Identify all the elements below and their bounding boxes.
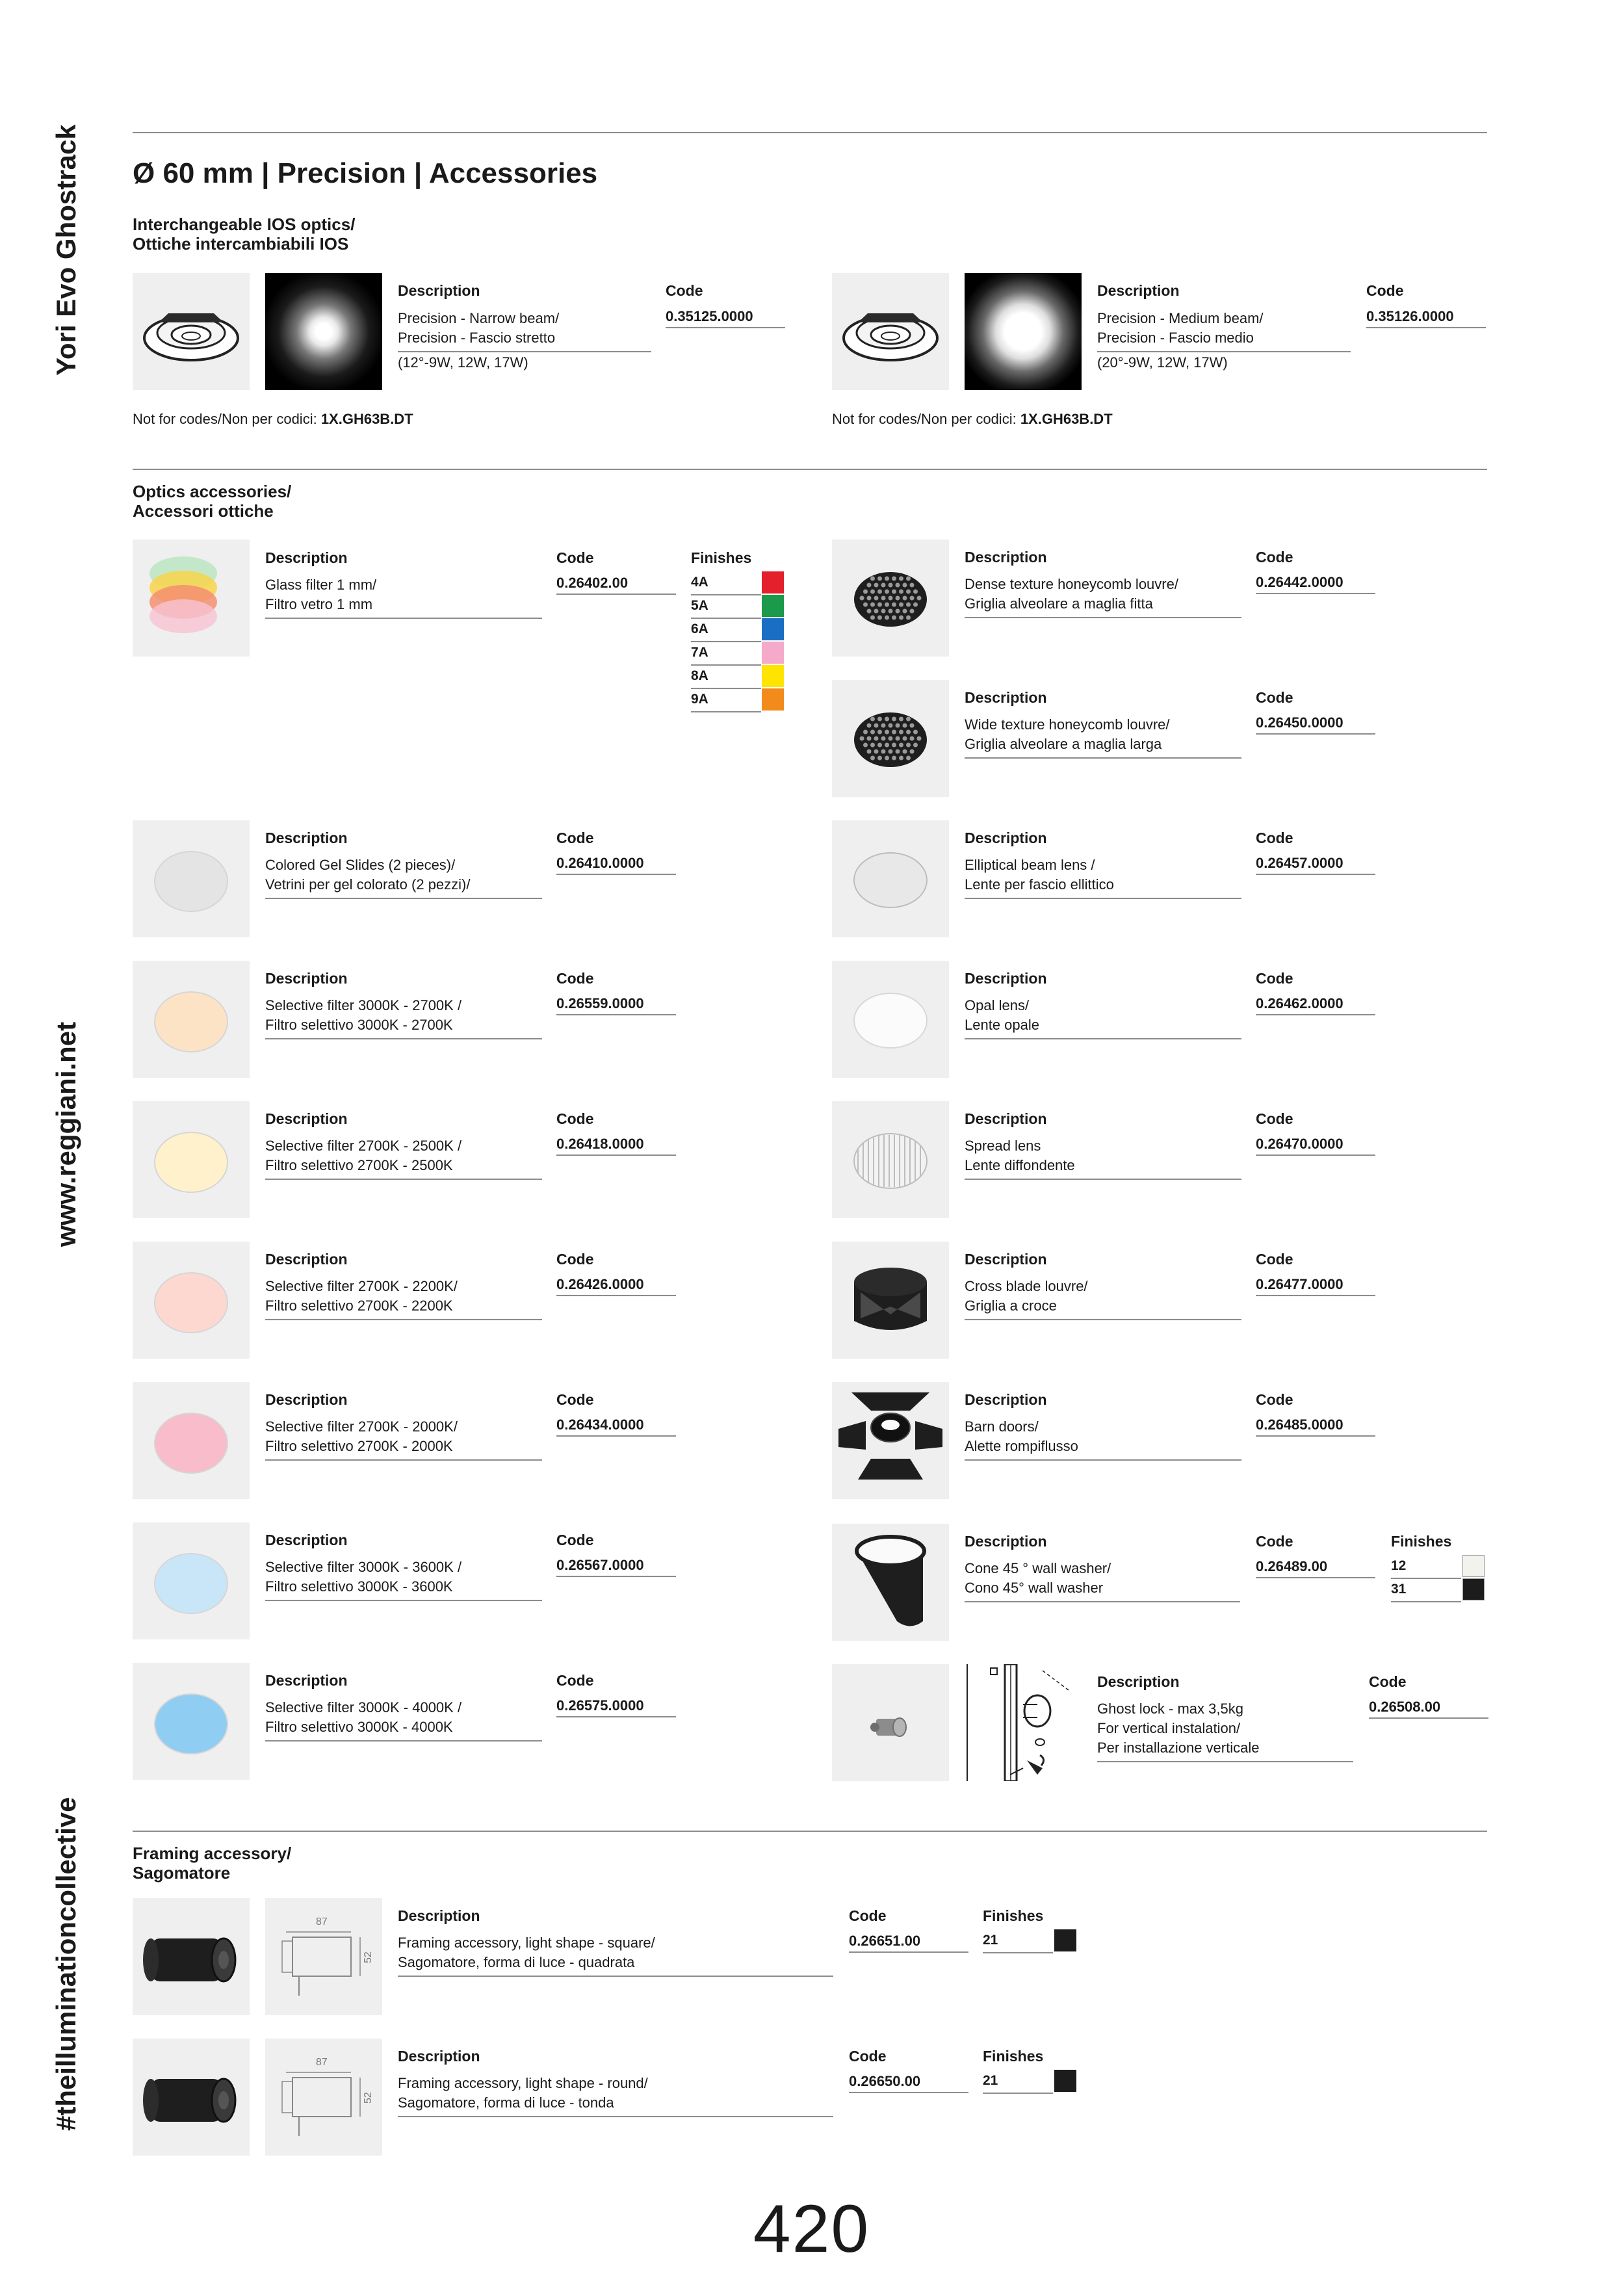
optic-module-icon [832, 273, 949, 390]
label-code: Code [556, 549, 594, 566]
label-description: Description [965, 1533, 1047, 1550]
filter-disc-icon [133, 1522, 250, 1639]
item-line1: Spread lens [965, 1138, 1041, 1154]
ghostlock-image [832, 1664, 949, 1781]
filter-disc-icon [133, 961, 250, 1078]
item-line2: Filtro selettivo 3000K - 3600K [265, 1578, 453, 1595]
ios-item-line2: Precision - Fascio medio [1097, 330, 1254, 346]
item-code: 0.26575.0000 [556, 1697, 644, 1714]
ios-section-title [133, 215, 355, 254]
accessory-image [832, 1382, 949, 1499]
item-line1: Selective filter 3000K - 4000K / [265, 1699, 462, 1715]
cone-line2: Cono 45° wall washer [965, 1580, 1104, 1596]
dimension-height: 52 [363, 1951, 374, 1963]
framing-accessory-icon [133, 1898, 250, 2015]
item-line1: Cross blade louvre/ [965, 1278, 1088, 1294]
label-description: Description [1097, 282, 1180, 299]
underline [1256, 733, 1375, 735]
underline [265, 1600, 542, 1601]
label-description: Description [265, 1672, 348, 1689]
item-line1: Dense texture honeycomb louvre/ [965, 576, 1178, 592]
finish-code: 12 [1391, 1558, 1407, 1573]
underline [1256, 874, 1375, 875]
finish-code: 21 [983, 1933, 998, 1948]
opal-lens-icon [832, 961, 949, 1078]
underline [965, 1459, 1241, 1461]
label-code: Code [556, 970, 594, 987]
accessory-image [832, 540, 949, 657]
item-line2: Lente per fascio ellittico [965, 876, 1114, 893]
framing-section-title [133, 1844, 291, 1883]
framing-line1: Framing accessory, light shape - square/ [398, 1935, 655, 1951]
ios-item-line1: Precision - Narrow beam/ [398, 310, 560, 326]
label-finishes: Finishes [983, 1907, 1044, 1924]
underline [265, 1740, 542, 1742]
label-description: Description [965, 1391, 1047, 1408]
page-number: 420 [753, 2191, 870, 2267]
finish-swatch [762, 618, 784, 640]
optic-module-icon [133, 273, 250, 390]
beam-preview-narrow [265, 273, 382, 390]
optics-title-it: Accessori ottiche [133, 501, 274, 521]
section-divider [133, 1831, 1487, 1832]
filter-image [133, 1522, 250, 1639]
honeycomb-louvre-icon [832, 540, 949, 657]
item-line2: Griglia a croce [965, 1298, 1057, 1314]
accessory-image [832, 680, 949, 797]
label-description: Description [265, 1532, 348, 1548]
label-code: Code [666, 282, 703, 299]
note-code: 1X.GH63B.DT [320, 411, 413, 427]
underline [965, 898, 1241, 899]
filter-image [133, 1242, 250, 1359]
ios-item-line3: (20°-9W, 12W, 17W) [1097, 354, 1228, 371]
finish-swatch [1462, 1578, 1485, 1600]
label-code: Code [1366, 282, 1404, 299]
underline [1097, 1761, 1353, 1762]
finish-swatch [1462, 1555, 1485, 1577]
item-code: 0.26567.0000 [556, 1557, 644, 1573]
underline [983, 2093, 1053, 2094]
label-code: Code [849, 1907, 887, 1924]
underline [556, 1435, 676, 1437]
underline [965, 757, 1241, 759]
item-line1: Selective filter 2700K - 2000K/ [265, 1418, 458, 1435]
optics-section-title [133, 482, 291, 521]
framing-image [133, 1898, 250, 2015]
ios-item-code: 0.35125.0000 [666, 308, 753, 324]
label-description: Description [265, 549, 348, 566]
filter-image [133, 1101, 250, 1218]
underline [265, 1459, 542, 1461]
finish-swatch [762, 595, 784, 617]
item-code: 0.26418.0000 [556, 1136, 644, 1152]
label-code: Code [1256, 829, 1293, 846]
item-code: 0.26426.0000 [556, 1276, 644, 1292]
underline [1256, 1435, 1375, 1437]
item-line2: Griglia alveolare a maglia fitta [965, 595, 1153, 612]
item-code: 0.26442.0000 [1256, 574, 1344, 590]
underline [965, 1319, 1241, 1320]
item-line1: Opal lens/ [965, 997, 1030, 1013]
finish-swatch [1054, 2070, 1076, 2092]
framing-line1: Framing accessory, light shape - round/ [398, 2075, 648, 2091]
label-description: Description [265, 829, 348, 846]
label-description: Description [265, 1251, 348, 1268]
framing-accessory-icon [133, 2039, 250, 2156]
finish-code: 5A [691, 598, 708, 613]
cross-blade-louvre-icon [832, 1242, 949, 1359]
underline [556, 1716, 676, 1717]
underline [691, 688, 761, 689]
ghostlock-diagram [965, 1664, 1082, 1781]
item-line1: Colored Gel Slides (2 pieces)/ [265, 857, 456, 873]
cone-code: 0.26489.00 [1256, 1558, 1328, 1574]
item-line1: Wide texture honeycomb louvre/ [965, 716, 1170, 733]
underline [691, 641, 761, 642]
underline [983, 1952, 1053, 1953]
glass-filter-stack-icon [133, 540, 250, 657]
item-code: 0.26434.0000 [556, 1416, 644, 1433]
label-code: Code [1256, 689, 1293, 706]
note-prefix: Not for codes/Non per codici: [832, 411, 1020, 427]
ios-item-note [832, 411, 1113, 428]
label-description: Description [965, 829, 1047, 846]
label-description: Description [1097, 1673, 1180, 1690]
item-code: 0.26450.0000 [1256, 714, 1344, 731]
underline [691, 618, 761, 619]
underline [398, 351, 651, 352]
underline [265, 1179, 542, 1180]
honeycomb-louvre-icon [832, 680, 949, 797]
ios-item-line1: Precision - Medium beam/ [1097, 310, 1264, 326]
label-finishes: Finishes [983, 2048, 1044, 2065]
label-code: Code [556, 1532, 594, 1548]
item-line2: Alette rompiflusso [965, 1438, 1078, 1454]
underline [1256, 1295, 1375, 1296]
underline [1256, 593, 1375, 594]
label-code: Code [1256, 970, 1293, 987]
label-code: Code [556, 1251, 594, 1268]
note-prefix: Not for codes/Non per codici: [133, 411, 321, 427]
label-description: Description [398, 2048, 480, 2065]
finish-code: 4A [691, 575, 708, 590]
underline [265, 898, 542, 899]
label-description: Description [965, 1251, 1047, 1268]
underline [965, 617, 1241, 618]
sidebar-product-name: Yori Evo Ghostrack [51, 124, 81, 376]
label-finishes: Finishes [1391, 1533, 1452, 1550]
framing-line2: Sagomatore, forma di luce - quadrata [398, 1954, 635, 1970]
filter-disc-icon [133, 1101, 250, 1218]
underline [556, 874, 676, 875]
underline [1391, 1601, 1461, 1602]
framing-line2: Sagomatore, forma di luce - tonda [398, 2094, 614, 2111]
finish-code: 7A [691, 645, 708, 660]
underline [849, 2092, 968, 2093]
item-line2: Lente opale [965, 1017, 1039, 1033]
ios-title-it: Ottiche intercambiabili IOS [133, 234, 349, 254]
dimension-width: 87 [316, 2057, 328, 2068]
sidebar-hashtag: #theilluminationcollective [51, 1797, 81, 2131]
item-code: 0.26559.0000 [556, 995, 644, 1011]
ios-item-line3: (12°-9W, 12W, 17W) [398, 354, 528, 371]
label-description: Description [965, 1110, 1047, 1127]
finish-swatch [1054, 1929, 1076, 1951]
item-line2: Griglia alveolare a maglia larga [965, 736, 1162, 752]
label-code: Code [556, 1391, 594, 1408]
filter-image [133, 1382, 250, 1499]
item-code: 0.26462.0000 [1256, 995, 1344, 1011]
underline [1256, 1155, 1375, 1156]
underline [265, 618, 542, 619]
label-description: Description [265, 1391, 348, 1408]
label-description: Description [265, 1110, 348, 1127]
ios-item-note [133, 411, 413, 428]
underline [265, 1319, 542, 1320]
page-title: Ø 60 mm | Precision | Accessories [133, 157, 598, 189]
underline [398, 2116, 833, 2117]
finish-swatch [762, 642, 784, 664]
ghostlock-line2: For vertical instalation/ [1097, 1720, 1241, 1736]
filter-disc-icon [133, 820, 250, 937]
note-code: 1X.GH63B.DT [1020, 411, 1113, 427]
filter-image [133, 1663, 250, 1780]
finish-swatch [762, 688, 784, 711]
ghostlock-line3: Per installazione verticale [1097, 1740, 1260, 1756]
filter-image [133, 961, 250, 1078]
label-code: Code [1369, 1673, 1407, 1690]
framing-code: 0.26651.00 [849, 1933, 921, 1949]
framing-code: 0.26650.00 [849, 2073, 921, 2089]
glass-line2: Filtro vetro 1 mm [265, 596, 373, 612]
underline [1369, 1717, 1488, 1719]
item-code: 0.26470.0000 [1256, 1136, 1344, 1152]
ios-optic-drawing [832, 273, 949, 390]
underline [1256, 1014, 1375, 1015]
underline [556, 1014, 676, 1015]
underline [691, 664, 761, 666]
beam-preview-medium [965, 273, 1082, 390]
item-line2: Filtro selettivo 2700K - 2200K [265, 1298, 453, 1314]
label-code: Code [1256, 549, 1293, 566]
finish-code: 31 [1391, 1582, 1407, 1597]
underline [556, 594, 676, 595]
finish-swatch [762, 571, 784, 594]
framing-title-en: Framing accessory/ [133, 1844, 292, 1863]
ios-optic-drawing [133, 273, 250, 390]
filter-disc-icon [133, 1242, 250, 1359]
ios-item-line2: Precision - Fascio stretto [398, 330, 556, 346]
underline [691, 711, 761, 712]
item-line2: Filtro selettivo 3000K - 4000K [265, 1719, 453, 1735]
elliptical-lens-icon [832, 820, 949, 937]
item-line2: Lente diffondente [965, 1157, 1075, 1173]
label-code: Code [556, 829, 594, 846]
item-code: 0.26410.0000 [556, 855, 644, 871]
cone-image [832, 1524, 949, 1641]
label-description: Description [398, 282, 480, 299]
underline [965, 1179, 1241, 1180]
underline [398, 1976, 833, 1977]
barn-doors-icon [832, 1382, 949, 1499]
label-description: Description [965, 970, 1047, 987]
finish-code: 6A [691, 621, 708, 636]
underline [965, 1601, 1240, 1602]
label-code: Code [1256, 1391, 1293, 1408]
ghostlock-code: 0.26508.00 [1369, 1699, 1441, 1715]
framing-image [133, 2039, 250, 2156]
filter-disc-icon [133, 1663, 250, 1780]
item-line2: Filtro selettivo 2700K - 2000K [265, 1438, 453, 1454]
cone-line1: Cone 45 ° wall washer/ [965, 1560, 1111, 1576]
item-line2: Filtro selettivo 3000K - 2700K [265, 1017, 453, 1033]
underline [849, 1951, 968, 1953]
ios-title-en: Interchangeable IOS optics/ [133, 215, 356, 234]
finish-code: 21 [983, 2073, 998, 2088]
item-line1: Selective filter 2700K - 2200K/ [265, 1278, 458, 1294]
label-code: Code [556, 1110, 594, 1127]
accessory-image [832, 820, 949, 937]
glass-filter-image [133, 540, 250, 657]
glass-line1: Glass filter 1 mm/ [265, 577, 377, 593]
underline [1256, 1577, 1375, 1578]
accessory-image [832, 1242, 949, 1359]
underline [1391, 1578, 1461, 1579]
spread-lens-icon [832, 1101, 949, 1218]
underline [556, 1295, 676, 1296]
item-code: 0.26477.0000 [1256, 1276, 1344, 1292]
underline [265, 1038, 542, 1039]
underline [556, 1576, 676, 1577]
item-line2: Filtro selettivo 2700K - 2500K [265, 1157, 453, 1173]
glass-code: 0.26402.00 [556, 575, 629, 591]
finish-swatch [762, 665, 784, 687]
item-code: 0.26485.0000 [1256, 1416, 1344, 1433]
underline [556, 1155, 676, 1156]
cone-washer-icon [832, 1524, 949, 1641]
accessory-image [832, 1101, 949, 1218]
label-description: Description [265, 970, 348, 987]
item-line1: Barn doors/ [965, 1418, 1039, 1435]
optics-title-en: Optics accessories/ [133, 482, 292, 501]
ios-item-code: 0.35126.0000 [1366, 308, 1454, 324]
filter-disc-icon [133, 1382, 250, 1499]
label-code: Code [556, 1672, 594, 1689]
section-divider [133, 469, 1487, 470]
item-line1: Selective filter 2700K - 2500K / [265, 1138, 462, 1154]
finish-code: 8A [691, 668, 708, 683]
dimension-width: 87 [316, 1916, 328, 1927]
underline [965, 1038, 1241, 1039]
item-line1: Elliptical beam lens / [965, 857, 1095, 873]
label-description: Description [398, 1907, 480, 1924]
item-line1: Selective filter 3000K - 3600K / [265, 1559, 462, 1575]
label-description: Description [965, 549, 1047, 566]
item-line1: Selective filter 3000K - 2700K / [265, 997, 462, 1013]
top-divider [133, 132, 1487, 133]
item-line2: Vetrini per gel colorato (2 pezzi)/ [265, 876, 471, 893]
filter-image [133, 820, 250, 937]
label-code: Code [1256, 1251, 1293, 1268]
framing-title-it: Sagomatore [133, 1863, 231, 1883]
underline [1097, 351, 1351, 352]
underline [691, 594, 761, 595]
item-code: 0.26457.0000 [1256, 855, 1344, 871]
underline [666, 327, 785, 328]
installation-diagram-icon [965, 1664, 1082, 1781]
accessory-image [832, 961, 949, 1078]
underline [1366, 327, 1486, 328]
label-finishes: Finishes [691, 549, 752, 566]
label-description: Description [965, 689, 1047, 706]
label-code: Code [1256, 1533, 1293, 1550]
ghostlock-line1: Ghost lock - max 3,5kg [1097, 1701, 1243, 1717]
dimension-height: 52 [363, 2092, 374, 2104]
ghost-lock-icon [832, 1664, 949, 1781]
label-code: Code [849, 2048, 887, 2065]
sidebar-website: www.reggiani.net [51, 1021, 81, 1247]
finish-code: 9A [691, 692, 708, 707]
label-code: Code [1256, 1110, 1293, 1127]
